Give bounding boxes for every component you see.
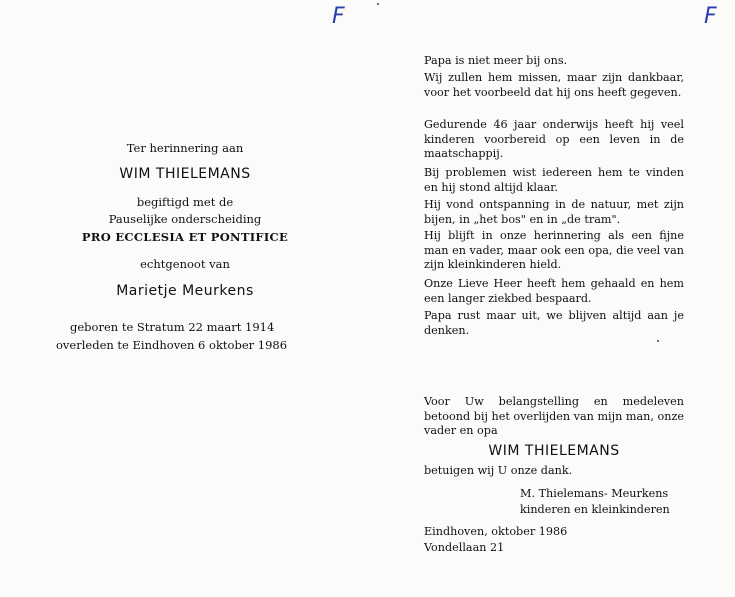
signature-1: M. Thielemans- Meurkens	[520, 487, 669, 500]
paragraph-8: Papa rust maar uit, we blijven altijd aan je denken.	[424, 309, 684, 337]
ink-mark-right: F	[704, 4, 717, 29]
paragraph-5: Hij vond ontspanning in de natuur, met zijn bijen, in „het bos" en in „de tram".	[424, 198, 684, 226]
thanks-name: WIM THIELEMANS	[488, 443, 620, 459]
paragraph-3: Gedurende 46 jaar onderwijs heeft hij veel kinderen voorbereid op een leven in de maatschappij.	[424, 118, 684, 160]
paragraph-2: Wij zullen hem missen, maar zijn dankbaar, voor het voorbeeld dat hij ons heeft gegeven.	[424, 71, 684, 99]
spouse-intro: echtgenoot van	[140, 257, 230, 271]
birth-line: geboren te Stratum 22 maart 1914	[70, 320, 275, 334]
address: Vondellaan 21	[424, 541, 505, 554]
deceased-name: WIM THIELEMANS	[119, 166, 251, 182]
honor-type: Pauselijke onderscheiding	[108, 212, 262, 226]
place-date: Eindhoven, oktober 1986	[424, 525, 568, 538]
honor-name: PRO ECCLESIA ET PONTIFICE	[81, 230, 289, 244]
thanks-intro: Voor Uw belangstelling en medeleven betoond bij het overlijden van mijn man, onze vader en opa	[424, 395, 684, 437]
paragraph-6: Hij blijft in onze herinnering als een fijne man en vader, maar ook een opa, die veel van zijn kleinkinderen hield.	[424, 229, 684, 271]
thanks-close: betuigen wij U onze dank.	[424, 464, 573, 477]
speck	[377, 3, 379, 5]
ink-mark-left: F	[332, 4, 345, 29]
spouse-name: Marietje Meurkens	[116, 283, 254, 299]
speck	[657, 340, 659, 342]
paragraph-7: Onze Lieve Heer heeft hem gehaald en hem een langer ziekbed bespaard.	[424, 277, 684, 305]
paragraph-1: Papa is niet meer bij ons.	[424, 54, 568, 67]
death-line: overleden te Eindhoven 6 oktober 1986	[56, 338, 288, 352]
signature-2: kinderen en kleinkinderen	[520, 503, 670, 516]
paragraph-4: Bij problemen wist iedereen hem te vinden en hij stond altijd klaar.	[424, 166, 684, 194]
intro-line: Ter herinnering aan	[126, 141, 244, 155]
honor-intro: begiftigd met de	[136, 195, 234, 209]
